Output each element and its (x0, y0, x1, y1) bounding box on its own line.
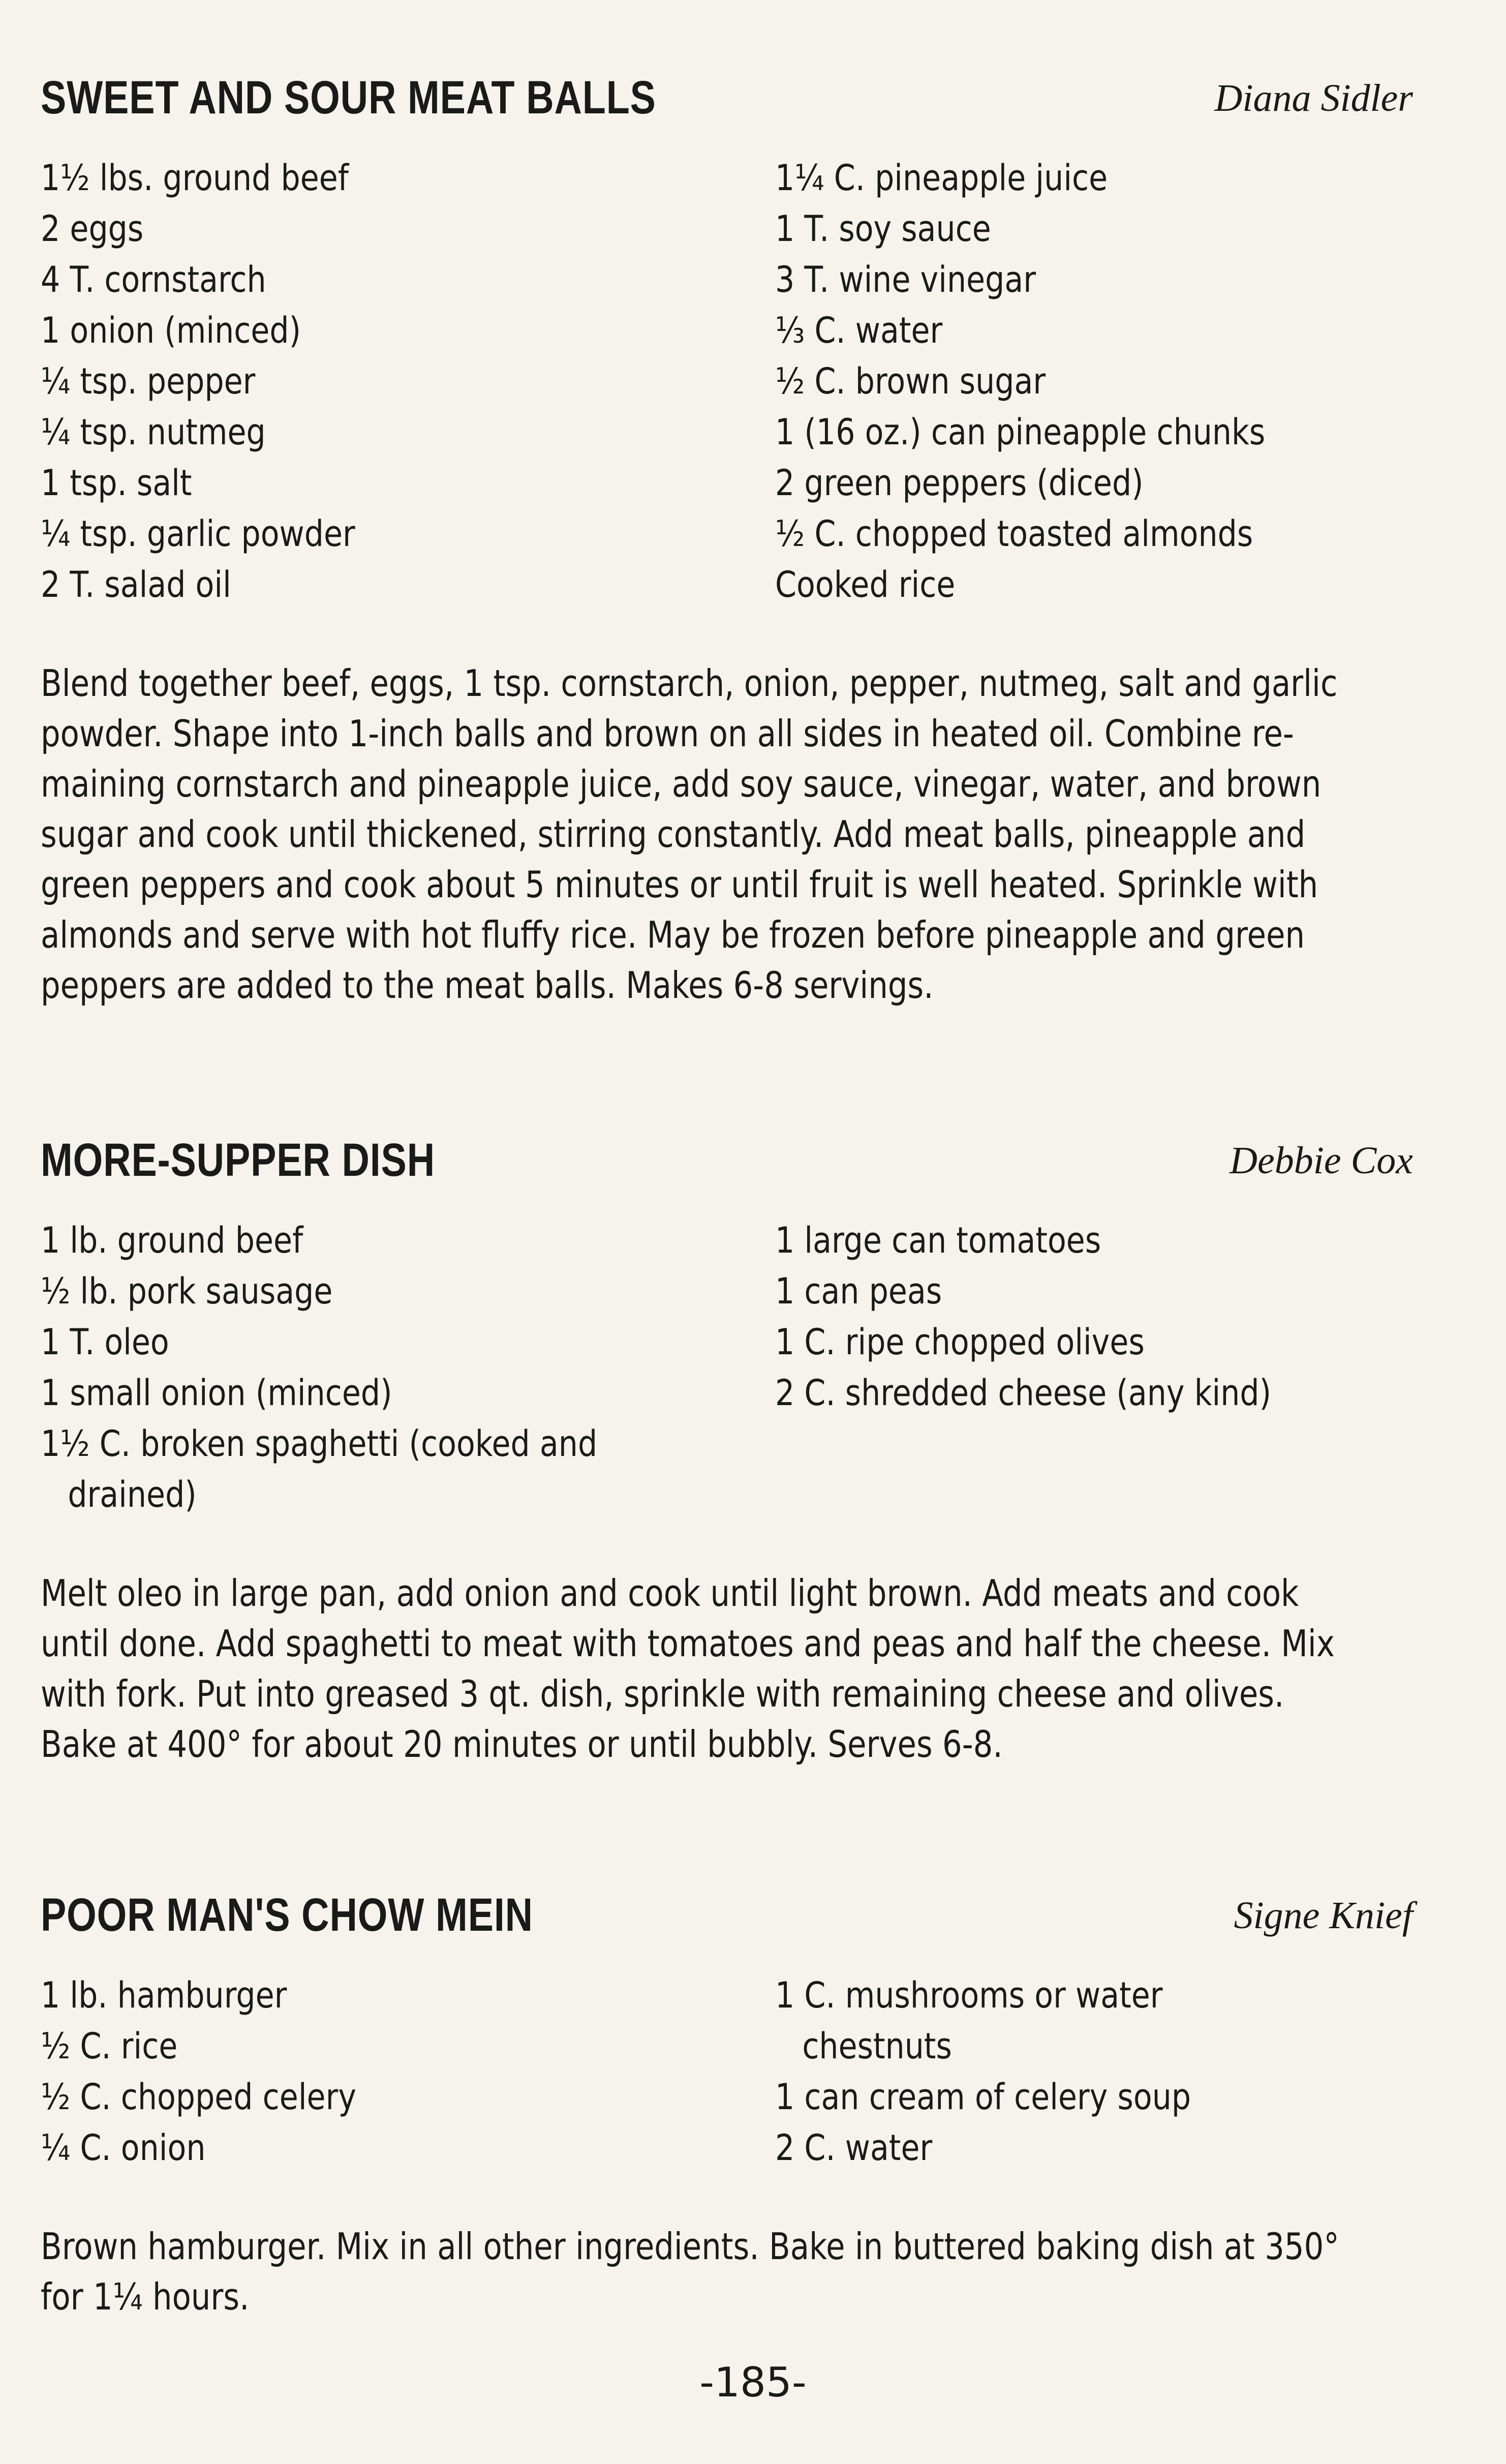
ingredient-item: ¼ tsp. nutmeg (41, 411, 266, 453)
ingredient-column-right (775, 153, 1436, 610)
ingredient-item: 1 (16 oz.) can pineapple chunks (775, 411, 1266, 453)
ingredient-item: 2 green peppers (diced) (775, 462, 1144, 504)
ingredient-item: ¼ tsp. garlic powder (41, 513, 355, 555)
recipe-header (41, 1134, 1413, 1195)
directions-line: until done. Add spaghetti to meat with tomatoes and peas and half the cheese. Mix (41, 1622, 1335, 1665)
ingredient-item: ½ lb. pork sausage (41, 1270, 333, 1312)
ingredient-item: 1¼ C. pineapple juice (775, 157, 1108, 199)
ingredient-item: ½ C. chopped toasted almonds (775, 513, 1253, 555)
ingredient-item: ⅓ C. water (775, 310, 943, 351)
ingredient-item: ½ C. chopped celery (41, 2076, 356, 2118)
ingredient-item: 1 large can tomatoes (775, 1220, 1101, 1261)
ingredient-column-left (41, 1215, 752, 1520)
directions-line: Bake at 400° for about 20 minutes or until bubbly. Serves 6-8. (41, 1723, 1003, 1766)
ingredient-item: ¼ tsp. pepper (41, 360, 256, 402)
recipe-directions (41, 1568, 1413, 1770)
recipe-title: SWEET AND SOUR MEAT BALLS (41, 72, 656, 124)
ingredient-column-left (41, 1970, 752, 2173)
ingredient-item: 1 lb. ground beef (41, 1220, 303, 1261)
ingredient-item: 1½ lbs. ground beef (41, 157, 349, 199)
recipe-header (41, 71, 1413, 132)
ingredient-item: ¼ C. onion (41, 2127, 206, 2169)
directions-line: almonds and serve with hot fluffy rice. May be frozen before pineapple and green (41, 914, 1305, 956)
directions-line: peppers are added to the meat balls. Makes 6-8 servings. (41, 964, 934, 1007)
ingredient-list (41, 1215, 1413, 1520)
ingredient-item: 4 T. cornstarch (41, 259, 266, 300)
ingredient-column-right (775, 1215, 1436, 1418)
ingredient-column-right (775, 1970, 1436, 2173)
recipe-sweet-and-sour-meat-balls (41, 71, 1413, 1007)
ingredient-item: 3 T. wine vinegar (775, 259, 1036, 300)
directions-line: for 1¼ hours. (41, 2275, 250, 2318)
ingredient-item: 2 eggs (41, 208, 144, 250)
ingredient-item: 1 small onion (minced) (41, 1372, 392, 1414)
ingredient-column-left (41, 153, 752, 610)
ingredient-item: 1 can peas (775, 1270, 942, 1312)
ingredient-list (41, 153, 1413, 610)
ingredient-item: drained) (68, 1474, 197, 1515)
ingredient-item: 1 tsp. salt (41, 462, 192, 504)
ingredient-item: 1 C. ripe chopped olives (775, 1321, 1145, 1363)
recipe-directions (41, 2222, 1413, 2322)
recipe-author: Signe Knief (1234, 1894, 1413, 1937)
ingredient-item: 1 can cream of celery soup (775, 2076, 1191, 2118)
recipe-directions (41, 658, 1413, 1011)
recipe-author: Diana Sidler (1214, 77, 1413, 119)
directions-line: sugar and cook until thickened, stirring constantly. Add meat balls, pineapple and (41, 813, 1306, 856)
ingredient-item: 1 onion (minced) (41, 310, 301, 351)
directions-line: maining cornstarch and pineapple juice, add soy sauce, vinegar, water, and brown (41, 763, 1321, 805)
ingredient-item: 1½ C. broken spaghetti (cooked and (41, 1423, 598, 1465)
recipe-title: MORE-SUPPER DISH (41, 1134, 436, 1186)
directions-line: powder. Shape into 1-inch balls and brown on all sides in heated oil. Combine re- (41, 712, 1294, 755)
ingredient-item: 1 T. oleo (41, 1321, 169, 1363)
ingredient-item: 2 C. shredded cheese (any kind) (775, 1372, 1272, 1414)
ingredient-item: 2 C. water (775, 2127, 933, 2169)
ingredient-item: 1 T. soy sauce (775, 208, 991, 250)
recipe-author: Debbie Cox (1230, 1139, 1413, 1182)
ingredient-item: 1 lb. hamburger (41, 1974, 287, 2016)
ingredient-item: ½ C. rice (41, 2025, 178, 2067)
ingredient-item: 2 T. salad oil (41, 564, 231, 605)
ingredient-item: ½ C. brown sugar (775, 360, 1046, 402)
recipe-more-supper-dish (41, 1134, 1413, 1766)
ingredient-item: Cooked rice (775, 564, 956, 605)
directions-line: Melt oleo in large pan, add onion and cook until light brown. Add meats and cook (41, 1572, 1299, 1615)
directions-line: green peppers and cook about 5 minutes or until fruit is well heated. Sprinkle with (41, 863, 1318, 906)
recipe-title: POOR MAN'S CHOW MEIN (41, 1889, 533, 1941)
ingredient-list (41, 1970, 1413, 2173)
recipe-header (41, 1889, 1413, 1950)
directions-line: with fork. Put into greased 3 qt. dish, sprinkle with remaining cheese and olives. (41, 1672, 1284, 1715)
directions-line: Blend together beef, eggs, 1 tsp. cornstarch, onion, pepper, nutmeg, salt and garlic (41, 662, 1338, 705)
recipe-poor-mans-chow-mein (41, 1889, 1413, 2318)
ingredient-item: 1 C. mushrooms or water (775, 1974, 1163, 2016)
ingredient-item: chestnuts (802, 2025, 952, 2067)
page-number: -185- (699, 2359, 807, 2406)
directions-line: Brown hamburger. Mix in all other ingredients. Bake in buttered baking dish at 350° (41, 2225, 1339, 2268)
